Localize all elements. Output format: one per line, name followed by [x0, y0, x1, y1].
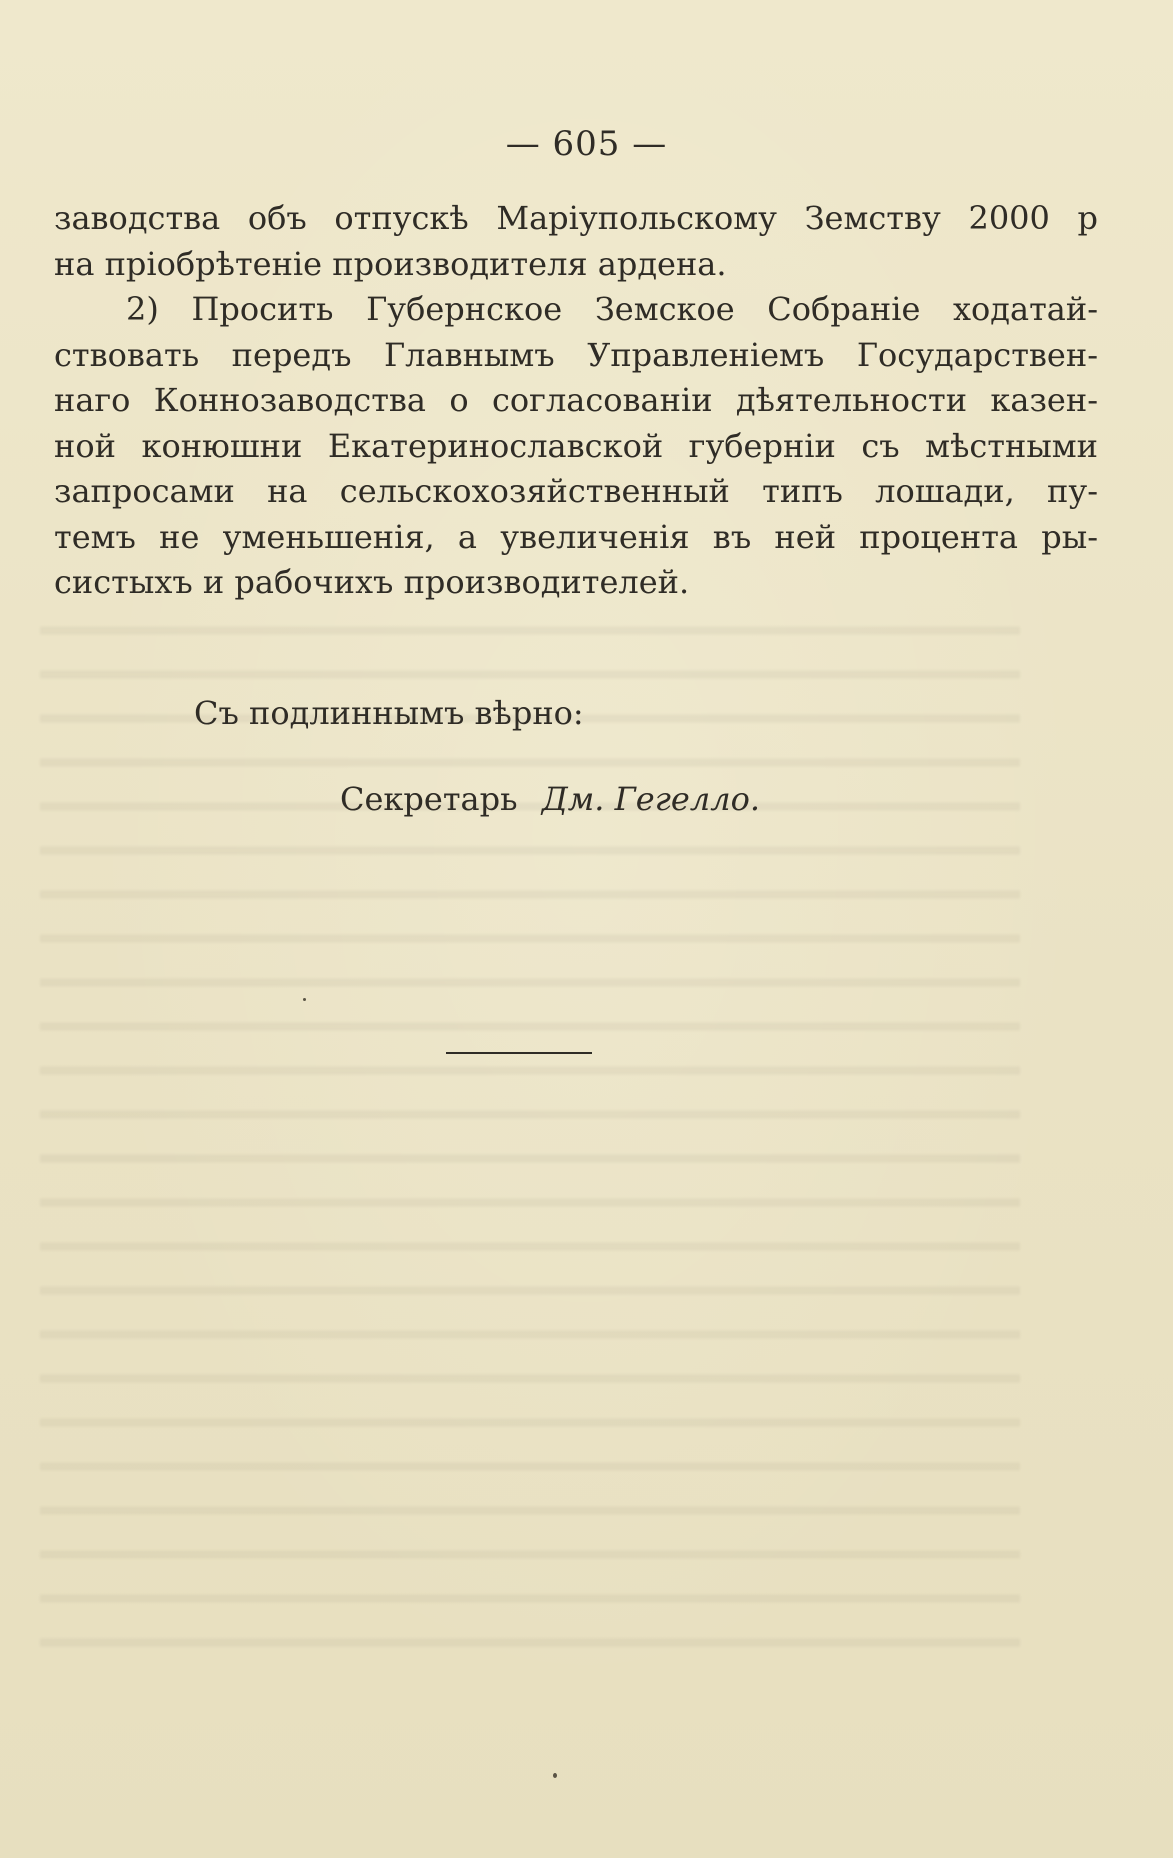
text-line-8: темъ не уменьшенія, а увеличенія въ ней процента ры-	[54, 517, 1098, 556]
ink-speck	[553, 1773, 557, 1778]
reverse-page-bleed-through	[40, 600, 1020, 1650]
ink-speck	[303, 998, 306, 1001]
secretary-signature-line	[340, 780, 760, 818]
text-line-1: заводства объ отпускѣ Маріупольскому Земству 2000 р	[54, 199, 1098, 237]
section-divider-rule	[446, 1052, 592, 1054]
text-line-6: ной конюшни Екатеринославской губерніи съ мѣстными	[54, 426, 1098, 465]
secretary-title: Секретарь	[340, 780, 518, 818]
secretary-name: Дм. Гегелло.	[541, 780, 761, 818]
text-line-3: 2) Просить Губернское Земское Собраніе ходатай-	[126, 290, 1098, 328]
body-text	[54, 196, 1098, 606]
text-line-5: наго Коннозаводства о согласованіи дѣятельности казен-	[54, 381, 1098, 419]
text-line-2: на пріобрѣтеніе производителя ардена.	[54, 244, 727, 283]
text-line-9: систыхъ и рабочихъ производителей.	[54, 563, 690, 601]
certified-true-copy: Съ подлиннымъ вѣрно:	[194, 694, 584, 732]
text-line-7: запросами на сельскохозяйственный типъ лошади, пу-	[54, 472, 1098, 510]
text-line-4: ствовать передъ Главнымъ Управленіемъ Государствен-	[54, 335, 1098, 374]
page-number: — 605 —	[505, 124, 668, 164]
